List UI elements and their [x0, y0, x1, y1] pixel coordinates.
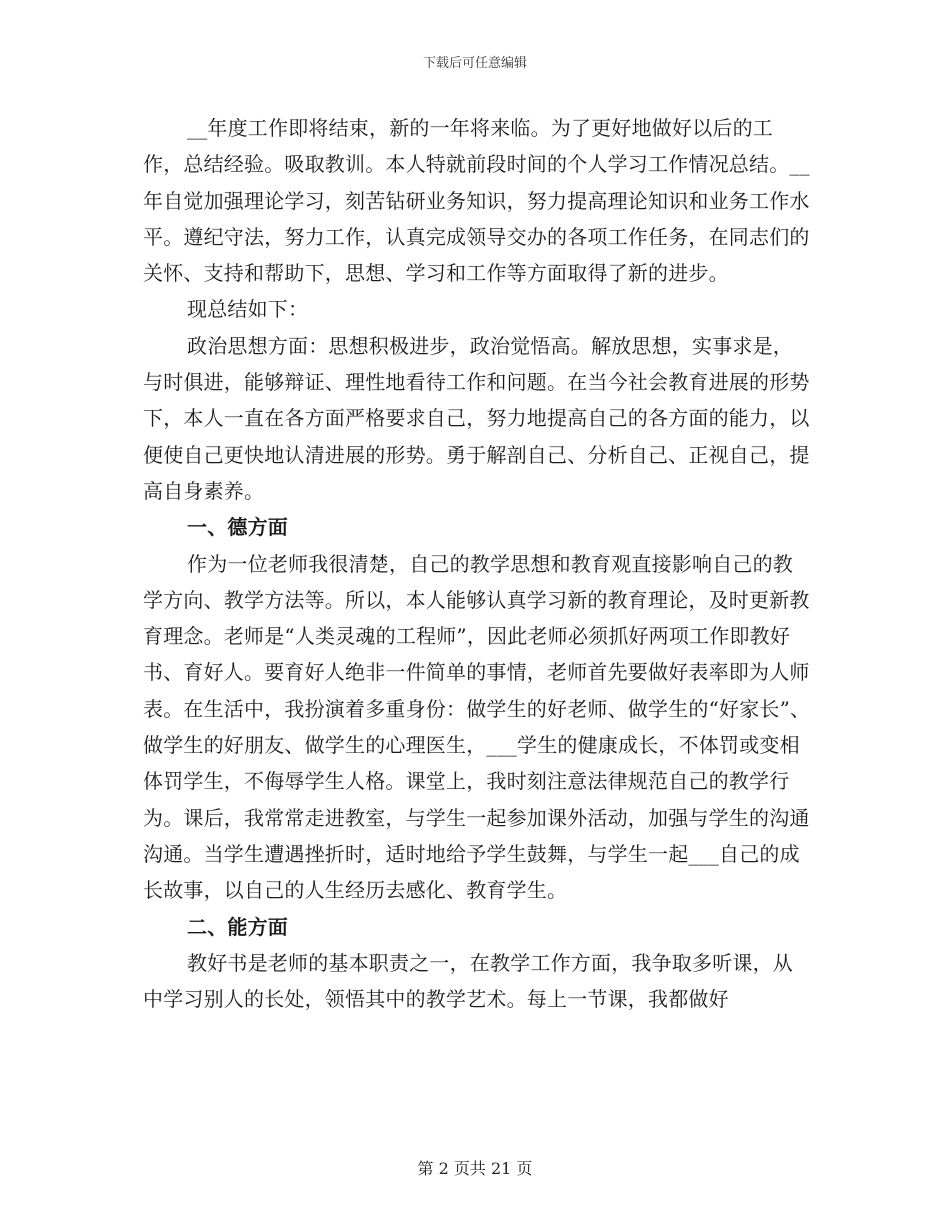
page-header: 下载后可任意编辑: [422, 56, 527, 71]
section-heading-morality: 一、德方面: [187, 515, 288, 540]
paragraph-summary-lead: 现总结如下：: [187, 297, 309, 322]
page-footer: 第 2 页共 21 页: [417, 1159, 533, 1178]
paragraph-morality: 作为一位老师我很清楚，自己的教学思想和教育观直接影响自己的教学方向、教学方法等。所以，本人能够认真学习新的教育理论，及时更新教育理念。老师是“人类灵魂的工程师”，因此老师必须抓好两项工作即教好书、育好人。要育好人绝非一件简单的事情，老师首先要做好表率即为人师表。在生活中，我扮演着多重身份：做学生的好老师、做学生的“好家长”、做学生的好朋友、做学生的心理医生，___学生的健康成长，不体罚或变相体罚学生，不侮辱学生人格。课堂上，我时刻注意法律规范自己的教学行为。课后，我常常走进教室，与学生一起参加课外活动，加强与学生的沟通沟通。当学生遭遇挫折时，适时地给予学生鼓舞，与学生一起___自己的成长故事，以自己的人生经历去感化、教育学生。: [143, 551, 811, 903]
paragraph-intro: __年度工作即将结束，新的一年将来临。为了更好地做好以后的工作，总结经验。吸取教训。本人特就前段时间的个人学习工作情况总结。__年自觉加强理论学习，刻苦钻研业务知识，努力提高理论知识和业务工作水平。遵纪守法，努力工作，认真完成领导交办的各项工作任务，在同志们的关怀、支持和帮助下，思想、学习和工作等方面取得了新的进步。: [143, 116, 810, 286]
section-heading-ability: 二、能方面: [187, 914, 288, 939]
document-body: [143, 110, 813, 1017]
paragraph-political-thought: 政治思想方面：思想积极进步，政治觉悟高。解放思想，实事求是，与时俱进，能够辩证、理性地看待工作和问题。在当今社会教育进展的形势下，本人一直在各方面严格要求自己，努力地提高自己的各方面的能力，以便使自己更快地认清进展的形势。勇于解剖自己、分析自己、正视自己，提高自身素养。: [143, 333, 810, 503]
paragraph-ability: 教好书是老师的基本职责之一，在教学工作方面，我争取多听课，从中学习别人的长处，领悟其中的教学艺术。每上一节课，我都做好: [143, 950, 793, 1012]
